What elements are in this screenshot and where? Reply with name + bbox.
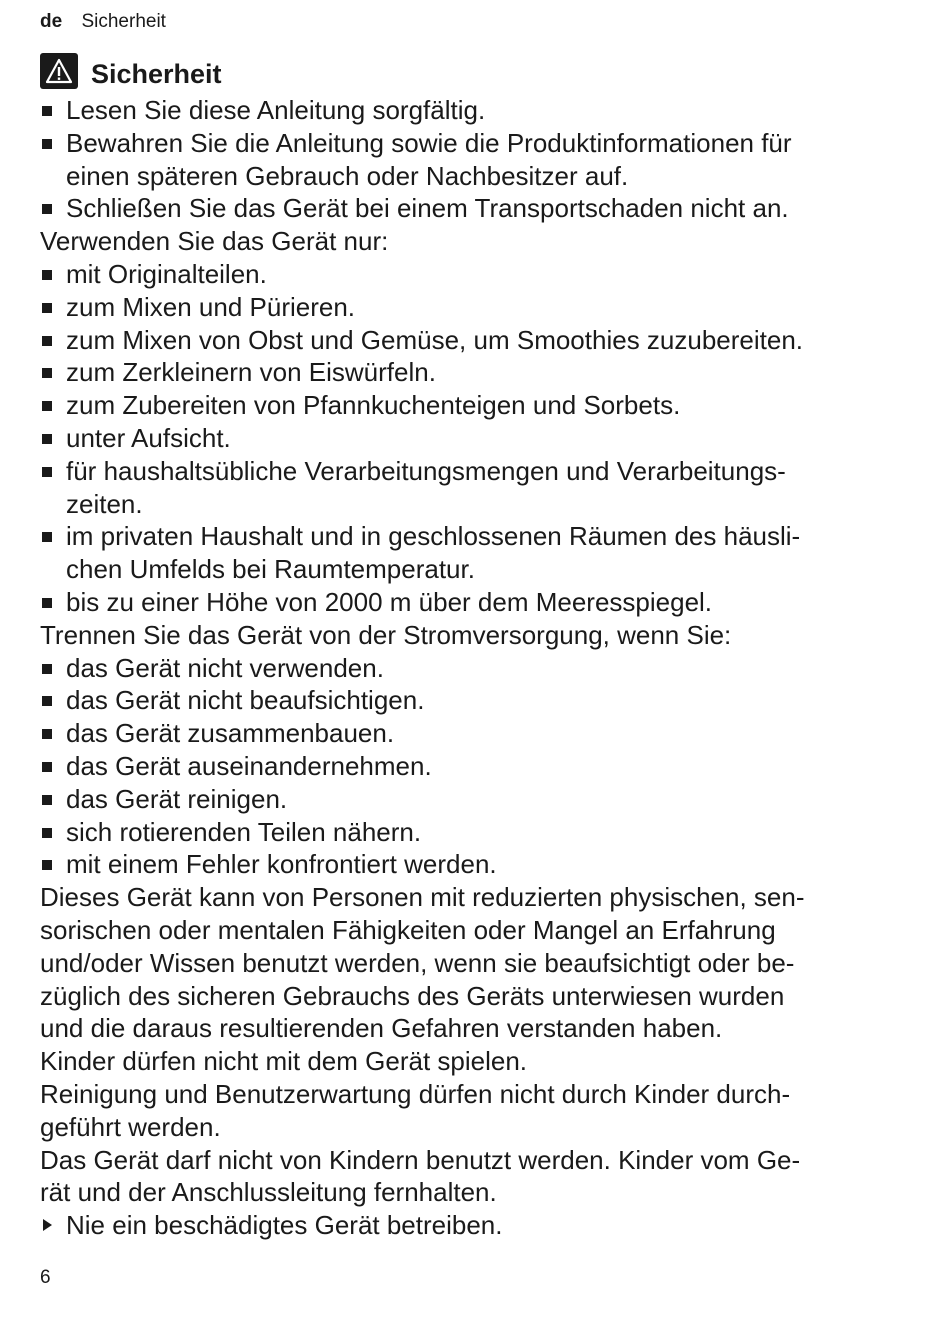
line-text: Reinigung und Benutzerwartung dürfen nicht durch Kinder durch- [40,1078,791,1109]
line-text: Kinder dürfen nicht mit dem Gerät spielen. [40,1046,528,1077]
line-text: zum Zerkleinern von Eiswürfeln. [66,357,436,388]
bullet-square-icon [42,598,52,608]
line-text: rät und der Anschlussleitung fernhalten. [40,1177,497,1208]
bullet-item-continuation [40,488,880,521]
line-text: Schließen Sie das Gerät bei einem Transportschaden nicht an. [66,193,789,224]
line-text: einen späteren Gebrauch oder Nachbesitzer auf. [66,160,629,191]
line-text: chen Umfelds bei Raumtemperatur. [66,554,475,585]
bullet-square-icon [42,139,52,149]
bullet-square-icon [42,532,52,542]
bullet-item-continuation [40,553,880,586]
action-triangle-icon [43,1219,52,1231]
bullet-item [40,717,880,750]
bullet-item-continuation [40,160,880,193]
paragraph-line [40,1045,880,1078]
bullet-item [40,586,880,619]
bullet-item [40,783,880,816]
bullet-square-icon [42,664,52,674]
paragraph-line [40,914,880,947]
bullet-item [40,750,880,783]
line-text: mit einem Fehler konfrontiert werden. [66,849,497,880]
bullet-square-icon [42,467,52,477]
paragraph-line [40,619,880,652]
bullet-item [40,389,880,422]
bullet-square-icon [42,696,52,706]
line-text: zum Mixen von Obst und Gemüse, um Smoothies zuzubereiten. [66,324,804,355]
safety-text [40,94,880,1242]
bullet-item [40,848,880,881]
running-header [40,10,166,34]
line-text: Dieses Gerät kann von Personen mit reduzierten physischen, sen- [40,882,805,913]
line-text: das Gerät nicht verwenden. [66,652,384,683]
action-instruction [40,1209,880,1242]
bullet-item [40,520,880,553]
line-text: das Gerät reinigen. [66,783,288,814]
line-text: zum Zubereiten von Pfannkuchenteigen und Sorbets. [66,390,681,421]
language-code: de [40,11,63,32]
bullet-item [40,258,880,291]
line-text: Nie ein beschädigtes Gerät betreiben. [66,1210,503,1241]
bullet-item [40,291,880,324]
warning-triangle-icon [40,53,78,89]
bullet-square-icon [42,303,52,313]
paragraph-line [40,1078,880,1111]
bullet-item [40,816,880,849]
line-text: und die daraus resultierenden Gefahren verstanden haben. [40,1013,723,1044]
line-text: sich rotierenden Teilen nähern. [66,816,422,847]
bullet-item [40,127,880,160]
bullet-square-icon [42,270,52,280]
line-text: unter Aufsicht. [66,422,231,453]
bullet-item [40,684,880,717]
bullet-square-icon [42,795,52,805]
line-text: Verwenden Sie das Gerät nur: [40,226,389,257]
bullet-item [40,652,880,685]
line-text: Das Gerät darf nicht von Kindern benutzt werden. Kinder vom Ge- [40,1144,801,1175]
line-text: und/oder Wissen benutzt werden, wenn sie beaufsichtigt oder be- [40,947,795,978]
line-text: geführt werden. [40,1111,221,1142]
line-text: bis zu einer Höhe von 2000 m über dem Meeresspiegel. [66,586,713,617]
line-text: für haushaltsübliche Verarbeitungsmengen und Verarbeitungs- [66,455,786,486]
line-text: züglich des sicheren Gebrauchs des Geräts unterwiesen wurden [40,980,785,1011]
section-heading [40,52,880,90]
paragraph-line [40,980,880,1013]
bullet-square-icon [42,106,52,116]
line-text: das Gerät nicht beaufsichtigen. [66,685,425,716]
bullet-item [40,192,880,225]
line-text: sorischen oder mentalen Fähigkeiten oder Mangel an Erfahrung [40,914,776,945]
line-text: Trennen Sie das Gerät von der Stromversorgung, wenn Sie: [40,619,732,650]
bullet-square-icon [42,729,52,739]
line-text: mit Originalteilen. [66,258,267,289]
section-title: Sicherheit [91,59,222,89]
line-text: das Gerät auseinandernehmen. [66,750,432,781]
bullet-square-icon [42,204,52,214]
line-text: das Gerät zusammenbauen. [66,718,395,749]
section-name: Sicherheit [81,11,166,32]
line-text: zum Mixen und Pürieren. [66,291,356,322]
bullet-square-icon [42,401,52,411]
line-text: Bewahren Sie die Anleitung sowie die Produktinformationen für [66,127,792,158]
page-content [40,52,880,1242]
bullet-item [40,356,880,389]
bullet-item [40,422,880,455]
paragraph-line [40,1144,880,1177]
line-text: zeiten. [66,488,143,519]
line-text: Lesen Sie diese Anleitung sorgfältig. [66,95,486,125]
paragraph-line [40,947,880,980]
bullet-item [40,324,880,357]
bullet-square-icon [42,762,52,772]
bullet-square-icon [42,828,52,838]
bullet-item [40,455,880,488]
bullet-square-icon [42,336,52,346]
paragraph-line [40,225,880,258]
page-number: 6 [40,1267,51,1288]
bullet-item [40,94,880,127]
line-text: im privaten Haushalt und in geschlossenen Räumen des häusli- [66,521,801,552]
paragraph-line [40,1111,880,1144]
bullet-square-icon [42,368,52,378]
paragraph-line [40,881,880,914]
paragraph-line [40,1012,880,1045]
bullet-square-icon [42,860,52,870]
bullet-square-icon [42,434,52,444]
paragraph-line [40,1176,880,1209]
